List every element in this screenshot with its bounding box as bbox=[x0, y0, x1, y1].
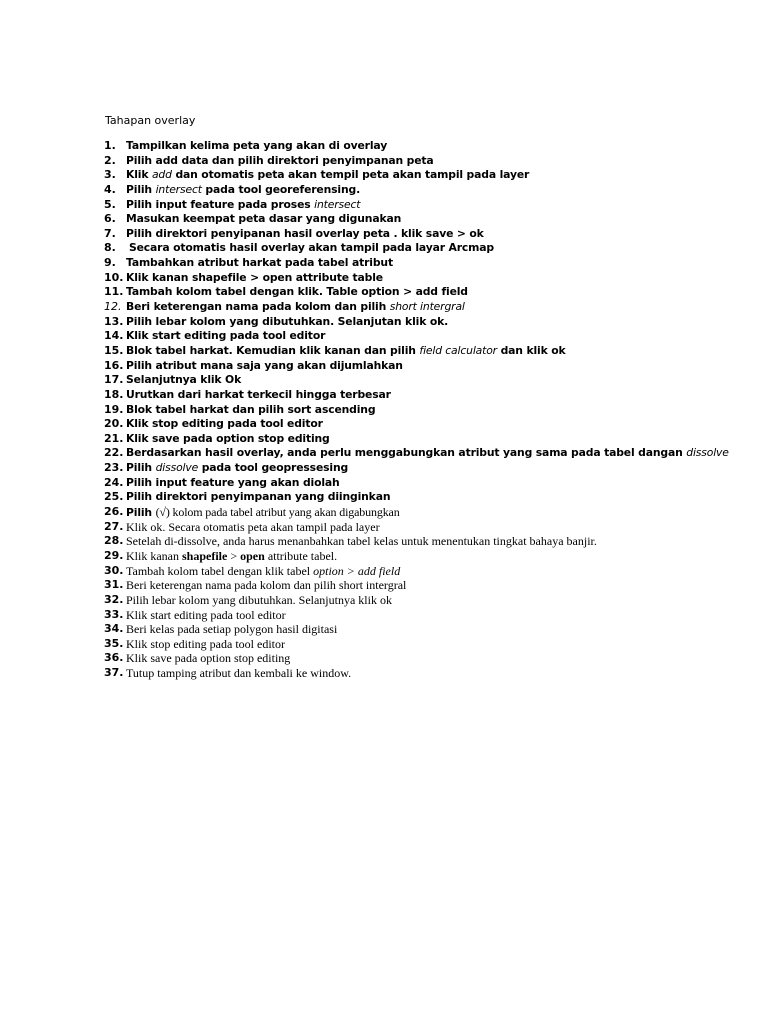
step-text: Masukan keempat peta dasar yang digunakan bbox=[126, 212, 402, 226]
step-number: 20. bbox=[104, 417, 124, 431]
step-item bbox=[104, 359, 744, 374]
step-number: 21. bbox=[104, 431, 124, 445]
step-number: 7. bbox=[104, 226, 116, 240]
step-text: Setelah di-dissolve, anda harus menanbahkan tabel kelas untuk menentukan tingkat bahaya banjir. bbox=[126, 534, 597, 549]
step-number: 17. bbox=[104, 373, 124, 387]
step-text: Pilih dissolve pada tool geopressesing bbox=[126, 461, 349, 475]
step-item bbox=[104, 285, 744, 300]
step-text: Klik add dan otomatis peta akan tempil peta akan tampil pada layer bbox=[126, 168, 530, 182]
step-number: 36. bbox=[104, 651, 124, 665]
document-title: Tahapan overlay bbox=[105, 114, 196, 127]
step-item bbox=[104, 241, 744, 256]
step-text: Klik save pada option stop editing bbox=[126, 431, 330, 445]
step-number: 33. bbox=[104, 607, 124, 621]
step-text: Klik start editing pada tool editor bbox=[126, 607, 286, 622]
step-item bbox=[104, 168, 744, 183]
step-number: 35. bbox=[104, 636, 124, 650]
step-item bbox=[104, 432, 744, 447]
step-item bbox=[104, 198, 744, 213]
step-item bbox=[104, 505, 744, 520]
step-item bbox=[104, 139, 744, 154]
step-item bbox=[104, 329, 744, 344]
step-text: Pilih direktori penyipanan hasil overlay peta . klik save > ok bbox=[126, 226, 484, 240]
step-number: 26. bbox=[104, 505, 124, 519]
step-text: Tampilkan kelima peta yang akan di overlay bbox=[126, 139, 388, 152]
step-text: Tutup tamping atribut dan kembali ke window. bbox=[126, 666, 352, 681]
step-text: Beri keterengan nama pada kolom dan pilih short intergral bbox=[126, 578, 407, 593]
step-number: 3. bbox=[104, 168, 116, 182]
step-item bbox=[104, 622, 744, 637]
step-text: Pilih atribut mana saja yang akan dijumlahkan bbox=[126, 358, 403, 372]
step-text: Pilih direktori penyimpanan yang diinginkan bbox=[126, 490, 391, 504]
step-item bbox=[104, 476, 744, 491]
step-number: 31. bbox=[104, 578, 124, 592]
step-item bbox=[104, 344, 744, 359]
step-number: 25. bbox=[104, 490, 124, 504]
step-text: Klik stop editing pada tool editor bbox=[126, 417, 323, 431]
step-text: Klik save pada option stop editing bbox=[126, 651, 291, 666]
step-text: Blok tabel harkat. Kemudian klik kanan dan pilih field calculator dan klik ok bbox=[126, 343, 566, 357]
step-item bbox=[104, 608, 744, 623]
step-number: 24. bbox=[104, 475, 124, 489]
step-number: 14. bbox=[104, 329, 124, 343]
step-text: Beri keterengan nama pada kolom dan pilih short intergral bbox=[126, 300, 465, 314]
step-item bbox=[104, 637, 744, 652]
step-item bbox=[104, 183, 744, 198]
step-item bbox=[104, 651, 744, 666]
step-item bbox=[104, 593, 744, 608]
step-number: 29. bbox=[104, 548, 124, 562]
step-item bbox=[104, 461, 744, 476]
step-item bbox=[104, 446, 744, 461]
step-text: Selanjutnya klik Ok bbox=[126, 373, 242, 387]
step-number: 11. bbox=[104, 285, 124, 299]
step-number: 13. bbox=[104, 314, 124, 328]
step-item bbox=[104, 403, 744, 418]
step-text: Pilih input feature yang akan diolah bbox=[126, 475, 340, 489]
step-number: 2. bbox=[104, 153, 116, 167]
step-number: 22. bbox=[104, 446, 124, 460]
step-item bbox=[104, 212, 744, 227]
step-number: 9. bbox=[104, 256, 116, 270]
step-number: 1. bbox=[104, 139, 116, 152]
step-text: Klik stop editing pada tool editor bbox=[126, 636, 285, 651]
step-item bbox=[104, 256, 744, 271]
step-text: Pilih intersect pada tool georeferensing. bbox=[126, 182, 361, 196]
step-item bbox=[104, 578, 744, 593]
step-item bbox=[104, 315, 744, 330]
step-text: Beri kelas pada setiap polygon hasil digitasi bbox=[126, 622, 338, 637]
step-item bbox=[104, 373, 744, 388]
step-text: Pilih lebar kolom yang dibutuhkan. Selanjutan klik ok. bbox=[126, 314, 449, 328]
step-text: Pilih input feature pada proses intersect bbox=[126, 197, 361, 211]
step-number: 23. bbox=[104, 461, 124, 475]
step-item bbox=[104, 154, 744, 169]
step-number: 18. bbox=[104, 387, 124, 401]
steps-list bbox=[104, 139, 744, 681]
step-text: Berdasarkan hasil overlay, anda perlu menggabungkan atribut yang sama pada tabel dangan dissolve bbox=[126, 446, 729, 460]
step-item bbox=[104, 520, 744, 535]
step-number: 27. bbox=[104, 519, 124, 533]
step-text: Pilih add data dan pilih direktori penyimpanan peta bbox=[126, 153, 434, 167]
step-number: 28. bbox=[104, 534, 124, 548]
step-text: Pilih lebar kolom yang dibutuhkan. Selanjutnya klik ok bbox=[126, 592, 392, 607]
step-text: Secara otomatis hasil overlay akan tampil pada layar Arcmap bbox=[129, 241, 494, 255]
step-number: 10. bbox=[104, 270, 124, 284]
step-number: 37. bbox=[104, 666, 124, 680]
step-text: Tambahkan atribut harkat pada tabel atribut bbox=[126, 256, 393, 270]
step-item bbox=[104, 300, 744, 315]
step-item bbox=[104, 564, 744, 579]
step-number: 30. bbox=[104, 563, 124, 577]
step-item bbox=[104, 271, 744, 286]
step-text: Klik kanan shapefile > open attribute tabel. bbox=[126, 548, 338, 563]
step-text: Klik start editing pada tool editor bbox=[126, 329, 326, 343]
step-number: 8. bbox=[104, 241, 116, 255]
step-text: Urutkan dari harkat terkecil hingga terbesar bbox=[126, 387, 391, 401]
step-number: 32. bbox=[104, 592, 124, 606]
step-text: Pilih (√) kolom pada tabel atribut yang akan digabungkan bbox=[126, 505, 400, 520]
step-number: 16. bbox=[104, 358, 124, 372]
step-text: Klik ok. Secara otomatis peta akan tampil pada layer bbox=[126, 519, 380, 534]
step-number: 6. bbox=[104, 212, 116, 226]
step-number: 15. bbox=[104, 343, 124, 357]
step-text: Tambah kolom tabel dengan klik. Table option > add field bbox=[126, 285, 468, 299]
step-text: Blok tabel harkat dan pilih sort ascending bbox=[126, 402, 376, 416]
step-item bbox=[104, 417, 744, 432]
step-item bbox=[104, 666, 744, 681]
step-number: 4. bbox=[104, 182, 116, 196]
step-number: 19. bbox=[104, 402, 124, 416]
step-item bbox=[104, 534, 744, 549]
step-text: Klik kanan shapefile > open attribute table bbox=[126, 270, 383, 284]
step-item bbox=[104, 227, 744, 242]
step-number: 12. bbox=[104, 300, 122, 314]
step-number: 34. bbox=[104, 622, 124, 636]
step-item bbox=[104, 490, 744, 505]
step-item bbox=[104, 388, 744, 403]
step-number: 5. bbox=[104, 197, 116, 211]
step-text: Tambah kolom tabel dengan klik tabel option > add field bbox=[126, 563, 401, 578]
step-item bbox=[104, 549, 744, 564]
